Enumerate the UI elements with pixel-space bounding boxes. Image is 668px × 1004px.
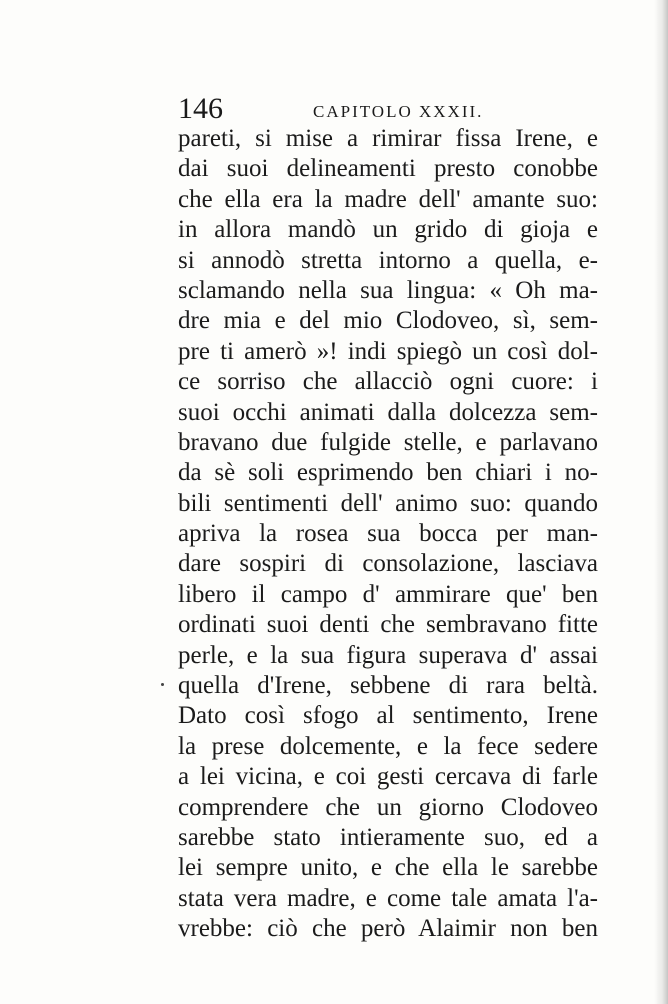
text-line: ordinati suoi denti che sembravano fitte: [178, 611, 598, 639]
text-line: bili sentimenti dell' animo suo: quando: [178, 489, 598, 517]
text-line: perle, e la sua figura superava d' assai: [178, 641, 598, 669]
text-line: dai suoi delineamenti presto conobbe: [178, 155, 598, 183]
text-line: dare sospiri di consolazione, lasciava: [178, 550, 598, 578]
text-line: che ella era la madre dell' amante suo:: [178, 185, 598, 213]
chapter-title: CAPITOLO XXXII.: [313, 102, 484, 121]
page-edge-shadow: [654, 0, 668, 1004]
ink-speck: [161, 683, 164, 686]
text-line: sclamando nella sua lingua: « Oh ma-: [178, 276, 598, 304]
text-line: pareti, si mise a rimirar fissa Irene, e: [178, 125, 598, 152]
running-header: [178, 94, 608, 126]
text-line: da sè soli esprimendo ben chiari i no-: [178, 459, 598, 487]
text-line: vrebbe: ciò che però Alaimir non ben: [178, 915, 598, 943]
text-line: comprendere che un giorno Clodoveo: [178, 793, 598, 821]
text-line: pre ti amerò »! indi spiegò un così dol-: [178, 337, 598, 365]
text-line: in allora mandò un grido di gioja e: [178, 216, 598, 244]
text-line: la prese dolcemente, e la fece sedere: [178, 732, 598, 760]
text-line: si annodò stretta intorno a quella, e-: [178, 246, 598, 274]
text-line: lei sempre unito, e che ella le sarebbe: [178, 854, 598, 882]
page-number: 146: [178, 92, 223, 125]
text-line: suoi occhi animati dalla dolcezza sem-: [178, 398, 598, 426]
text-line: stata vera madre, e come tale amata l'a-: [178, 884, 598, 912]
text-line: dre mia e del mio Clodoveo, sì, sem-: [178, 307, 598, 335]
text-line: sarebbe stato intieramente suo, ed a: [178, 823, 598, 851]
text-line: a lei vicina, e coi gesti cercava di farle: [178, 763, 598, 791]
body-text: [178, 124, 598, 945]
text-line: bravano due fulgide stelle, e parlavano: [178, 428, 598, 456]
text-line: ce sorriso che allacciò ogni cuore: i: [178, 368, 598, 396]
text-line: quella d'Irene, sebbene di rara beltà.: [178, 672, 598, 700]
text-line: Dato così sfogo al sentimento, Irene: [178, 702, 598, 730]
text-line: libero il campo d' ammirare que' ben: [178, 580, 598, 608]
text-line: apriva la rosea sua bocca per man-: [178, 520, 598, 548]
